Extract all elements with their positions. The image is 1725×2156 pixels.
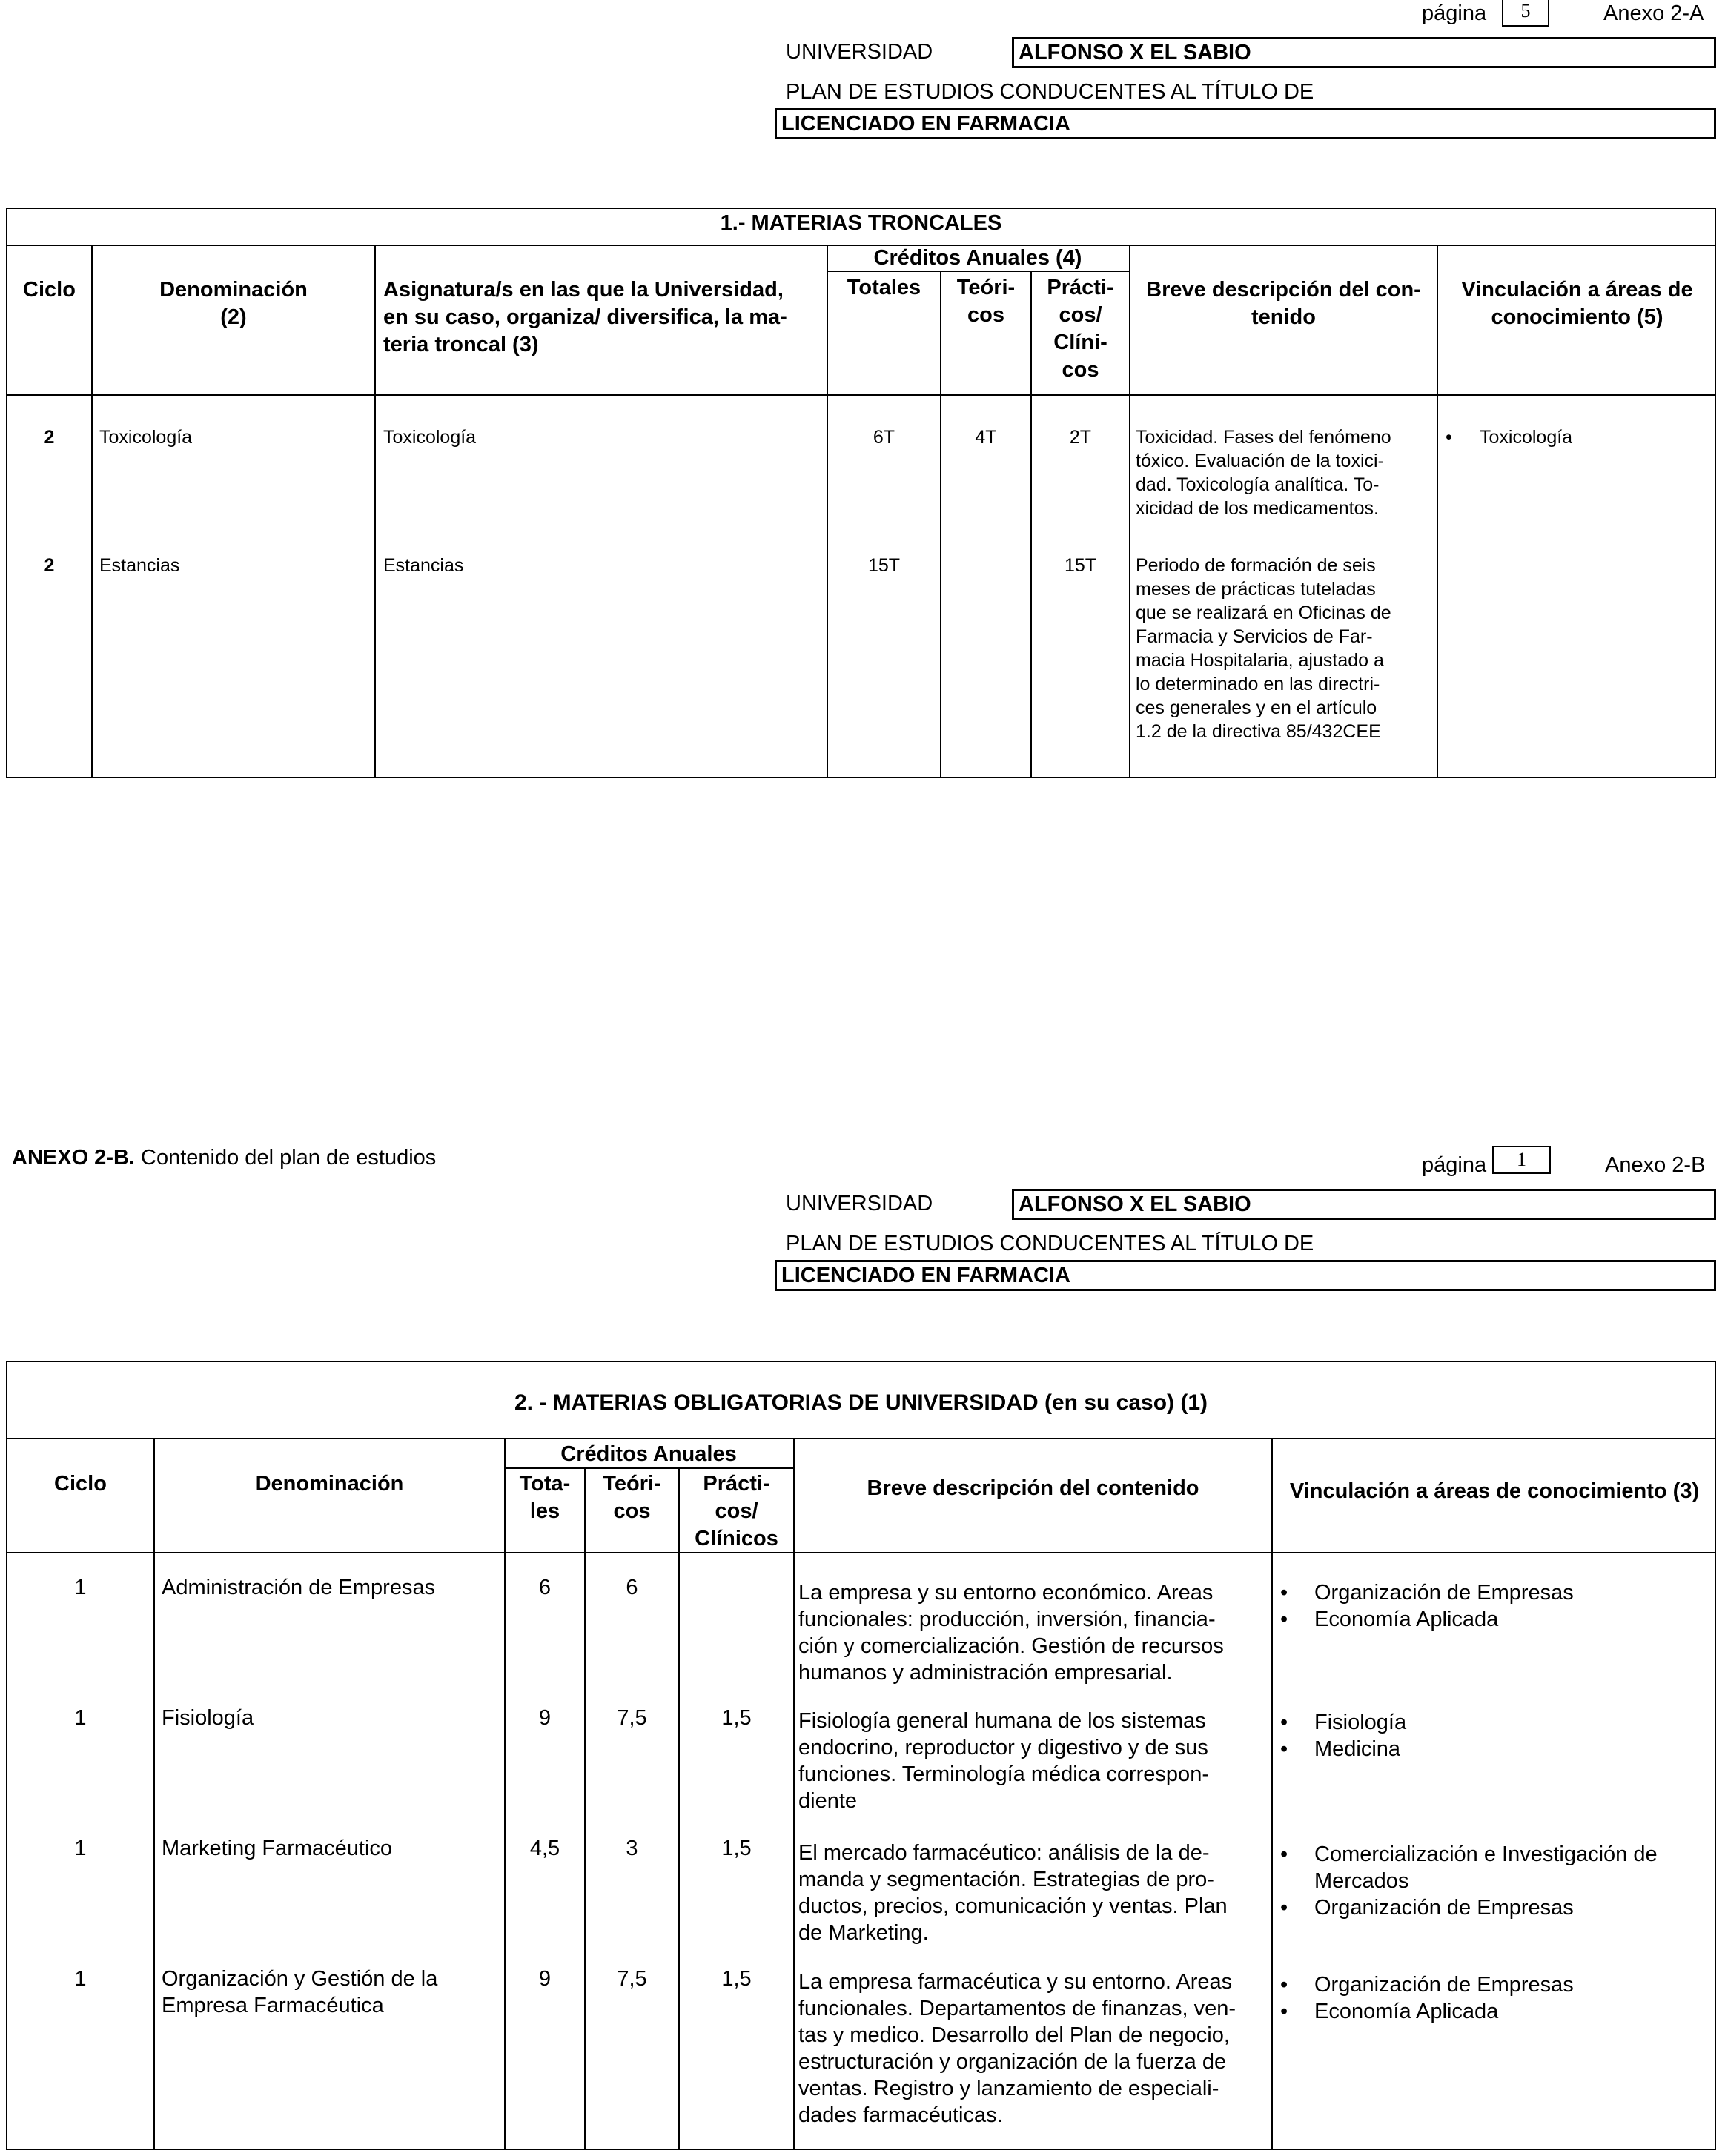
table1-vline [374, 245, 376, 778]
t2-r2-ciclo: 1 [74, 1706, 87, 1730]
t1-r2-totales: 15T [867, 555, 901, 576]
university-name-a: ALFONSO X EL SABIO [1012, 37, 1716, 68]
page-number-box-b: 1 [1492, 1146, 1551, 1174]
university-name-b: ALFONSO X EL SABIO [1012, 1189, 1716, 1220]
list-item: • Organización de Empresas [1273, 1894, 1710, 1921]
t2-col-descripcion: Breve descripción del contenido [867, 1476, 1199, 1500]
t2-r2-teoricos: 7,5 [617, 1706, 647, 1730]
t2-col-denominacion: Denominación [255, 1472, 404, 1496]
t1-col-descripcion: Breve descripción del con- tenido [1146, 278, 1421, 329]
annex-label-b: Anexo 2-B [1605, 1153, 1706, 1177]
t1-col-vinculacion: Vinculación a áreas de conocimiento (5) [1461, 278, 1693, 329]
t2-r4-ciclo: 1 [74, 1967, 87, 1991]
t2-r4-practicos: 1,5 [721, 1967, 752, 1991]
university-label-a: UNIVERSIDAD [786, 40, 933, 64]
page-number-box-a: 5 [1502, 0, 1549, 27]
annex-label-a: Anexo 2-A [1603, 1, 1704, 25]
t2-r1-teoricos: 6 [626, 1576, 638, 1599]
t2-r3-descripcion: El mercado farmacéutico: análisis de la de- manda y segmentación. Estrategias de pro- ductos, precios, comunicación y ventas. Plan de Marketing. [798, 1841, 1228, 1945]
list-item: • Economía Aplicada [1273, 1998, 1710, 2025]
t1-r2-denominacion: Estancias [99, 555, 180, 576]
t2-r1-ciclo: 1 [74, 1576, 87, 1599]
t2-r2-totales: 9 [538, 1706, 552, 1730]
t1-r1-descripcion: Toxicidad. Fases del fenómeno tóxico. Evaluación de la toxici- dad. Toxicología analítica. To- xicidad de los medicamentos. [1136, 427, 1391, 519]
t1-r2-ciclo: 2 [44, 555, 55, 576]
t2-col-practicos: Prácti- cos/ Clínicos [695, 1472, 778, 1550]
table1-header-rule [6, 394, 1716, 396]
table2-title: 2. - MATERIAS OBLIGATORIAS DE UNIVERSIDAD (en su caso) (1) [514, 1390, 1208, 1415]
t1-r1-totales: 6T [873, 427, 895, 448]
annex-b-intro: ANEXO 2-B. Contenido del plan de estudios [12, 1146, 437, 1170]
t1-col-asignatura: Asignatura/s en las que la Universidad, en su caso, organiza/ diversifica, la ma- teria troncal (3) [383, 278, 787, 356]
t2-r3-areas [1273, 1841, 1710, 1921]
page-label-b: página [1422, 1153, 1487, 1177]
t2-r3-denominacion: Marketing Farmacéutico [162, 1837, 393, 1860]
university-label-b: UNIVERSIDAD [786, 1192, 933, 1215]
table2-vline [584, 1467, 586, 2150]
t2-r2-areas [1273, 1709, 1710, 1762]
t1-r1-teoricos: 4T [975, 427, 997, 448]
t1-r2-descripcion: Periodo de formación de seis meses de prácticas tuteladas que se realizará en Oficinas de Farmacia y Servicios de Far- macia Hospitalaria, ajustado a lo determinado en las directri- ces generales y en el artículo 1.2 de la directiva 85/432CEE [1136, 555, 1391, 742]
t1-r2-asignatura: Estancias [383, 555, 464, 576]
table2-vline [1271, 1438, 1273, 2150]
t1-col-practicos: Prácti- cos/ Clíni- cos [1047, 276, 1114, 382]
table2-header-rule [6, 1552, 1716, 1553]
t1-col-denominacion: Denominación (2) [159, 278, 308, 329]
list-item: • Economía Aplicada [1273, 1606, 1710, 1633]
table1-credits-group: Créditos Anuales (4) [873, 246, 1082, 270]
plan-label-b: PLAN DE ESTUDIOS CONDUCENTES AL TÍTULO DE [786, 1232, 1314, 1256]
t2-r1-totales: 6 [538, 1576, 552, 1599]
t2-r1-areas [1273, 1579, 1710, 1633]
table1-credits-rule [827, 271, 1129, 272]
t2-r3-ciclo: 1 [74, 1837, 87, 1860]
list-item: • Fisiología [1273, 1709, 1710, 1736]
list-item: • Toxicología [1438, 425, 1712, 449]
t1-r1-practicos: 2T [1069, 427, 1092, 448]
page-label-a: página [1422, 1, 1487, 25]
table2-vline [678, 1467, 680, 2150]
degree-box-b: LICENCIADO EN FARMACIA [775, 1260, 1716, 1291]
t2-r1-denominacion: Administración de Empresas [162, 1576, 436, 1599]
t1-r1-ciclo: 2 [44, 427, 55, 448]
t2-r4-denominacion: Organización y Gestión de la Empresa Farmacéutica [162, 1967, 438, 2017]
table2-credits-group: Créditos Anuales [560, 1442, 737, 1466]
table1-title: 1.- MATERIAS TRONCALES [720, 211, 1002, 235]
t1-r1-areas [1438, 425, 1712, 449]
t2-r3-practicos: 1,5 [721, 1837, 752, 1860]
t1-col-ciclo: Ciclo [23, 278, 76, 302]
table1-vline [940, 271, 941, 778]
t2-r2-practicos: 1,5 [721, 1706, 752, 1730]
t2-r3-totales: 4,5 [529, 1837, 560, 1860]
table2-vline [504, 1438, 506, 2150]
t1-col-teoricos: Teóri- cos [956, 276, 1016, 327]
list-item: • Comercialización e Investigación de Mercados [1273, 1841, 1710, 1894]
table2-credits-rule [504, 1467, 793, 1469]
t2-col-totales: Tota- les [519, 1472, 571, 1523]
t2-r2-denominacion: Fisiología [162, 1706, 254, 1730]
t2-r4-areas [1273, 1971, 1710, 2025]
t2-r4-totales: 9 [538, 1967, 552, 1991]
t1-r1-asignatura: Toxicología [383, 427, 477, 448]
t1-col-totales: Totales [847, 276, 921, 299]
table2-vline [793, 1438, 795, 2150]
list-item: • Organización de Empresas [1273, 1971, 1710, 1998]
t2-r4-descripcion: La empresa farmacéutica y su entorno. Areas funcionales. Departamentos de finanzas, ven- tas y medico. Desarrollo del Plan de negocio, estructuración y organización de la fuerza de ventas. Registro y lanzamiento de especiali- dades farmacéuticas. [798, 1970, 1236, 2127]
table1-vline [827, 245, 828, 778]
t2-r1-descripcion: La empresa y su entorno económico. Areas funcionales: producción, inversión, financia- ción y comercialización. Gestión de recursos humanos y administración empresarial. [798, 1581, 1224, 1685]
t2-r4-teoricos: 7,5 [617, 1967, 647, 1991]
t2-r3-teoricos: 3 [626, 1837, 638, 1860]
t1-r1-denominacion: Toxicología [99, 427, 193, 448]
list-item: • Medicina [1273, 1736, 1710, 1762]
t2-col-teoricos: Teóri- cos [603, 1472, 661, 1523]
table2-vline [153, 1438, 155, 2150]
t2-r2-descripcion: Fisiología general humana de los sistemas endocrino, reproductor y digestivo y de sus funciones. Terminología médica correspon- diente [798, 1709, 1209, 1813]
t1-r2-practicos: 15T [1064, 555, 1097, 576]
table2-title-rule [6, 1438, 1716, 1439]
t2-col-ciclo: Ciclo [54, 1472, 107, 1496]
degree-box-a: LICENCIADO EN FARMACIA [775, 108, 1716, 139]
t2-col-vinculacion: Vinculación a áreas de conocimiento (3) [1289, 1479, 1700, 1503]
plan-label-a: PLAN DE ESTUDIOS CONDUCENTES AL TÍTULO DE [786, 80, 1314, 104]
list-item: • Organización de Empresas [1273, 1579, 1710, 1606]
